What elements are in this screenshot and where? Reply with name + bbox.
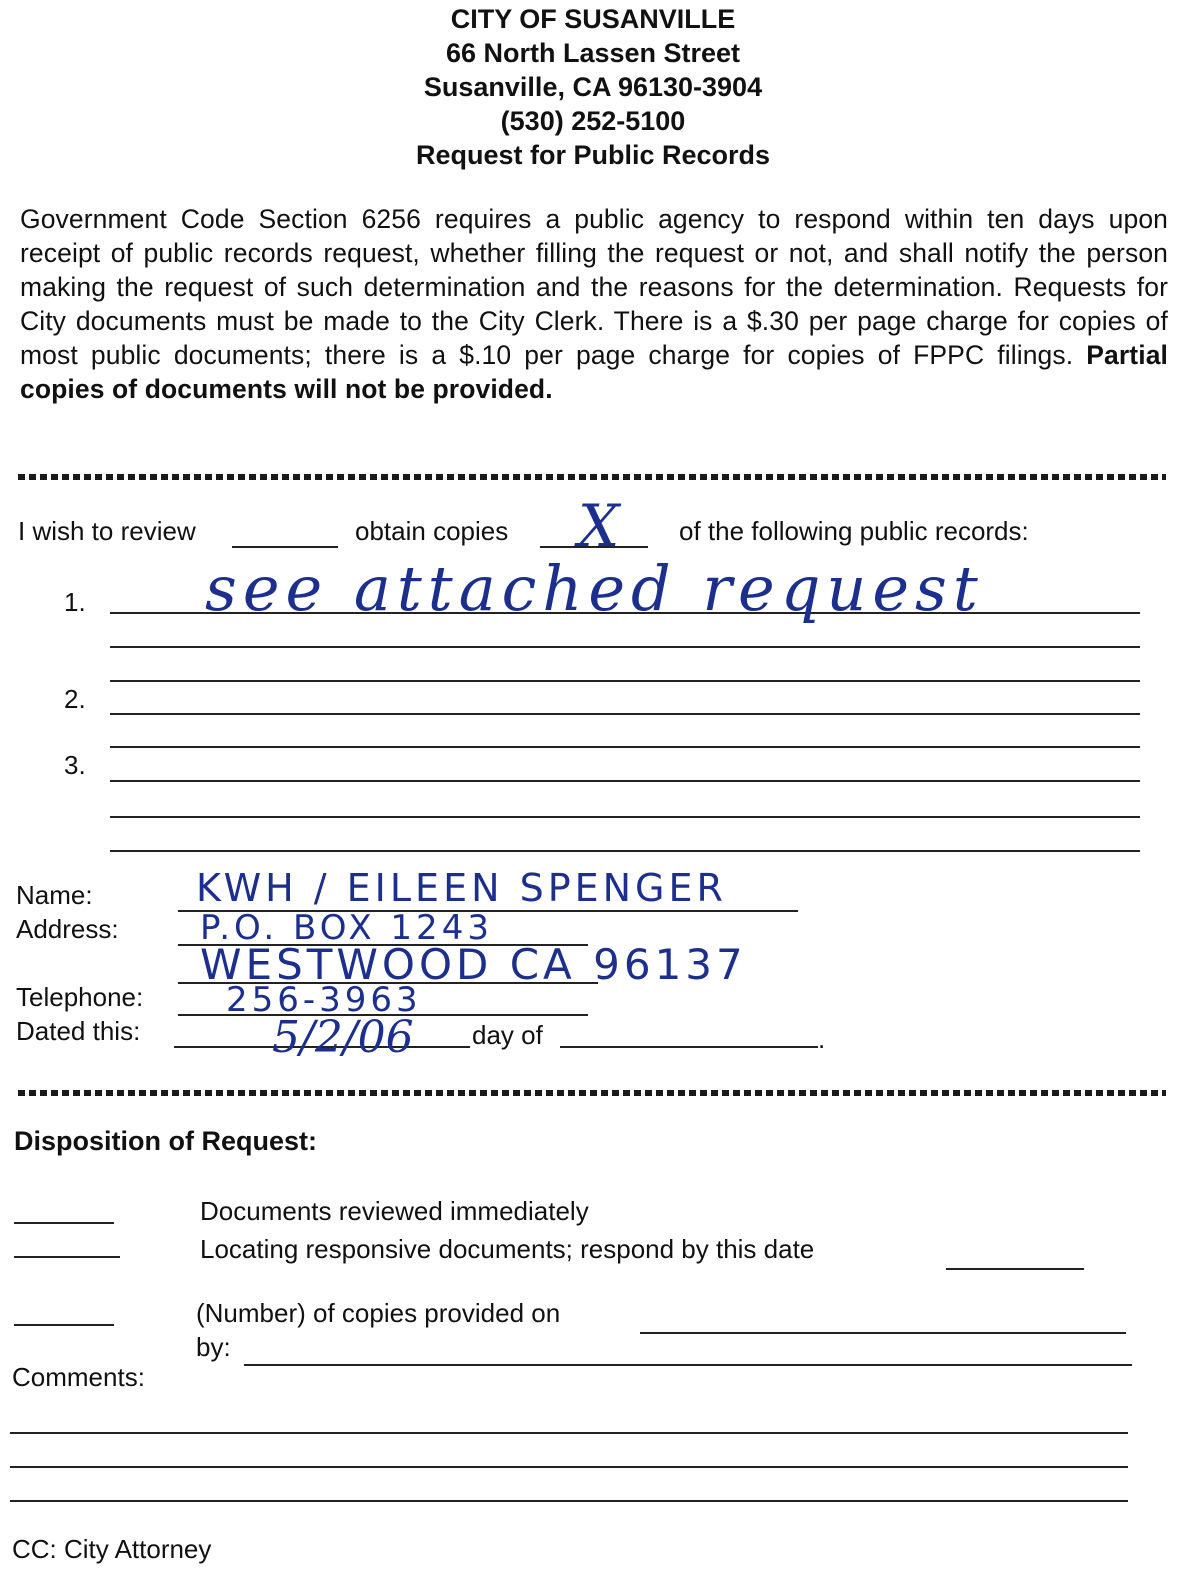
- street-address: 66 North Lassen Street: [445, 38, 741, 68]
- form-title: Request for Public Records: [415, 140, 771, 170]
- option2-checkline[interactable]: [14, 1256, 120, 1258]
- address-handwriting-2: WESTWOOD CA 96137: [200, 940, 747, 989]
- notice-body: Government Code Section 6256 requires a public agency to respond within ten days upon receipt of public records request, whether filling the request or not, and shall notify the person making the request of such determination and the reasons for the determination. Requests for City documents must be made to the City Clerk. There is a $.30 per page charge for copies of most public documents; there is a $.10 per page charge for copies of FPPC filings.: [20, 204, 1168, 370]
- dotted-divider-top: [18, 474, 1166, 480]
- city-name: CITY OF SUSANVILLE: [450, 4, 736, 34]
- city-state-zip: Susanville, CA 96130-3904: [423, 72, 763, 102]
- notice-emphasis: Partial copies of documents will not be provided.: [20, 340, 1168, 404]
- copies-provided-date-line[interactable]: [640, 1332, 1126, 1334]
- option2-text: Locating responsive documents; respond by this date: [200, 1234, 815, 1264]
- dated-label: Dated this:: [16, 1016, 141, 1046]
- comments-line-1[interactable]: [10, 1432, 1128, 1434]
- option1-text: Documents reviewed immediately: [200, 1196, 589, 1226]
- item-3-number: 3.: [64, 750, 86, 780]
- name-label: Name:: [16, 880, 93, 910]
- disposition-heading: Disposition of Request:: [14, 1126, 317, 1156]
- notice-paragraph: [20, 202, 1168, 406]
- copies-label: obtain copies: [355, 516, 509, 546]
- respond-date-line[interactable]: [946, 1268, 1084, 1270]
- telephone-handwriting: 256-3963: [226, 980, 422, 1020]
- item-1-number: 1.: [64, 587, 86, 617]
- by-label: by:: [196, 1332, 231, 1362]
- phone-number: (530) 252-5100: [500, 106, 686, 136]
- item-2-line[interactable]: [110, 713, 1140, 715]
- item-1-handwriting: see attached request: [205, 552, 984, 625]
- item-1-line-2[interactable]: [110, 646, 1140, 648]
- item-3-line[interactable]: [110, 780, 1140, 782]
- telephone-label: Telephone:: [16, 982, 144, 1012]
- day-of-line[interactable]: [560, 1046, 818, 1048]
- comments-line-3[interactable]: [10, 1500, 1128, 1502]
- cc-line: CC: City Attorney: [12, 1534, 212, 1564]
- day-of-label: day of: [472, 1020, 543, 1050]
- review-blank[interactable]: [232, 546, 338, 548]
- item-3-line-3[interactable]: [110, 850, 1140, 852]
- comments-label: Comments:: [12, 1362, 145, 1392]
- by-line[interactable]: [244, 1364, 1132, 1366]
- item-2-number: 2.: [64, 684, 86, 714]
- copies-check-mark: X: [578, 492, 620, 560]
- address-handwriting-1: P.O. BOX 1243: [200, 908, 493, 948]
- address-label: Address:: [16, 914, 119, 944]
- item-1-line-3[interactable]: [110, 680, 1140, 682]
- item-2-line-2[interactable]: [110, 746, 1140, 748]
- records-suffix: of the following public records:: [679, 516, 1029, 546]
- review-label: I wish to review: [18, 516, 196, 546]
- option3-text: (Number) of copies provided on: [196, 1298, 561, 1328]
- option3-checkline[interactable]: [14, 1324, 114, 1326]
- comments-line-2[interactable]: [10, 1466, 1128, 1468]
- item-3-line-2[interactable]: [110, 816, 1140, 818]
- dotted-divider-bottom: [18, 1090, 1166, 1096]
- option1-checkline[interactable]: [14, 1222, 114, 1224]
- dated-handwriting: 5/2/06: [272, 1012, 414, 1063]
- name-handwriting: KWH / EILEEN SPENGER: [196, 866, 727, 910]
- day-of-period: .: [818, 1024, 826, 1054]
